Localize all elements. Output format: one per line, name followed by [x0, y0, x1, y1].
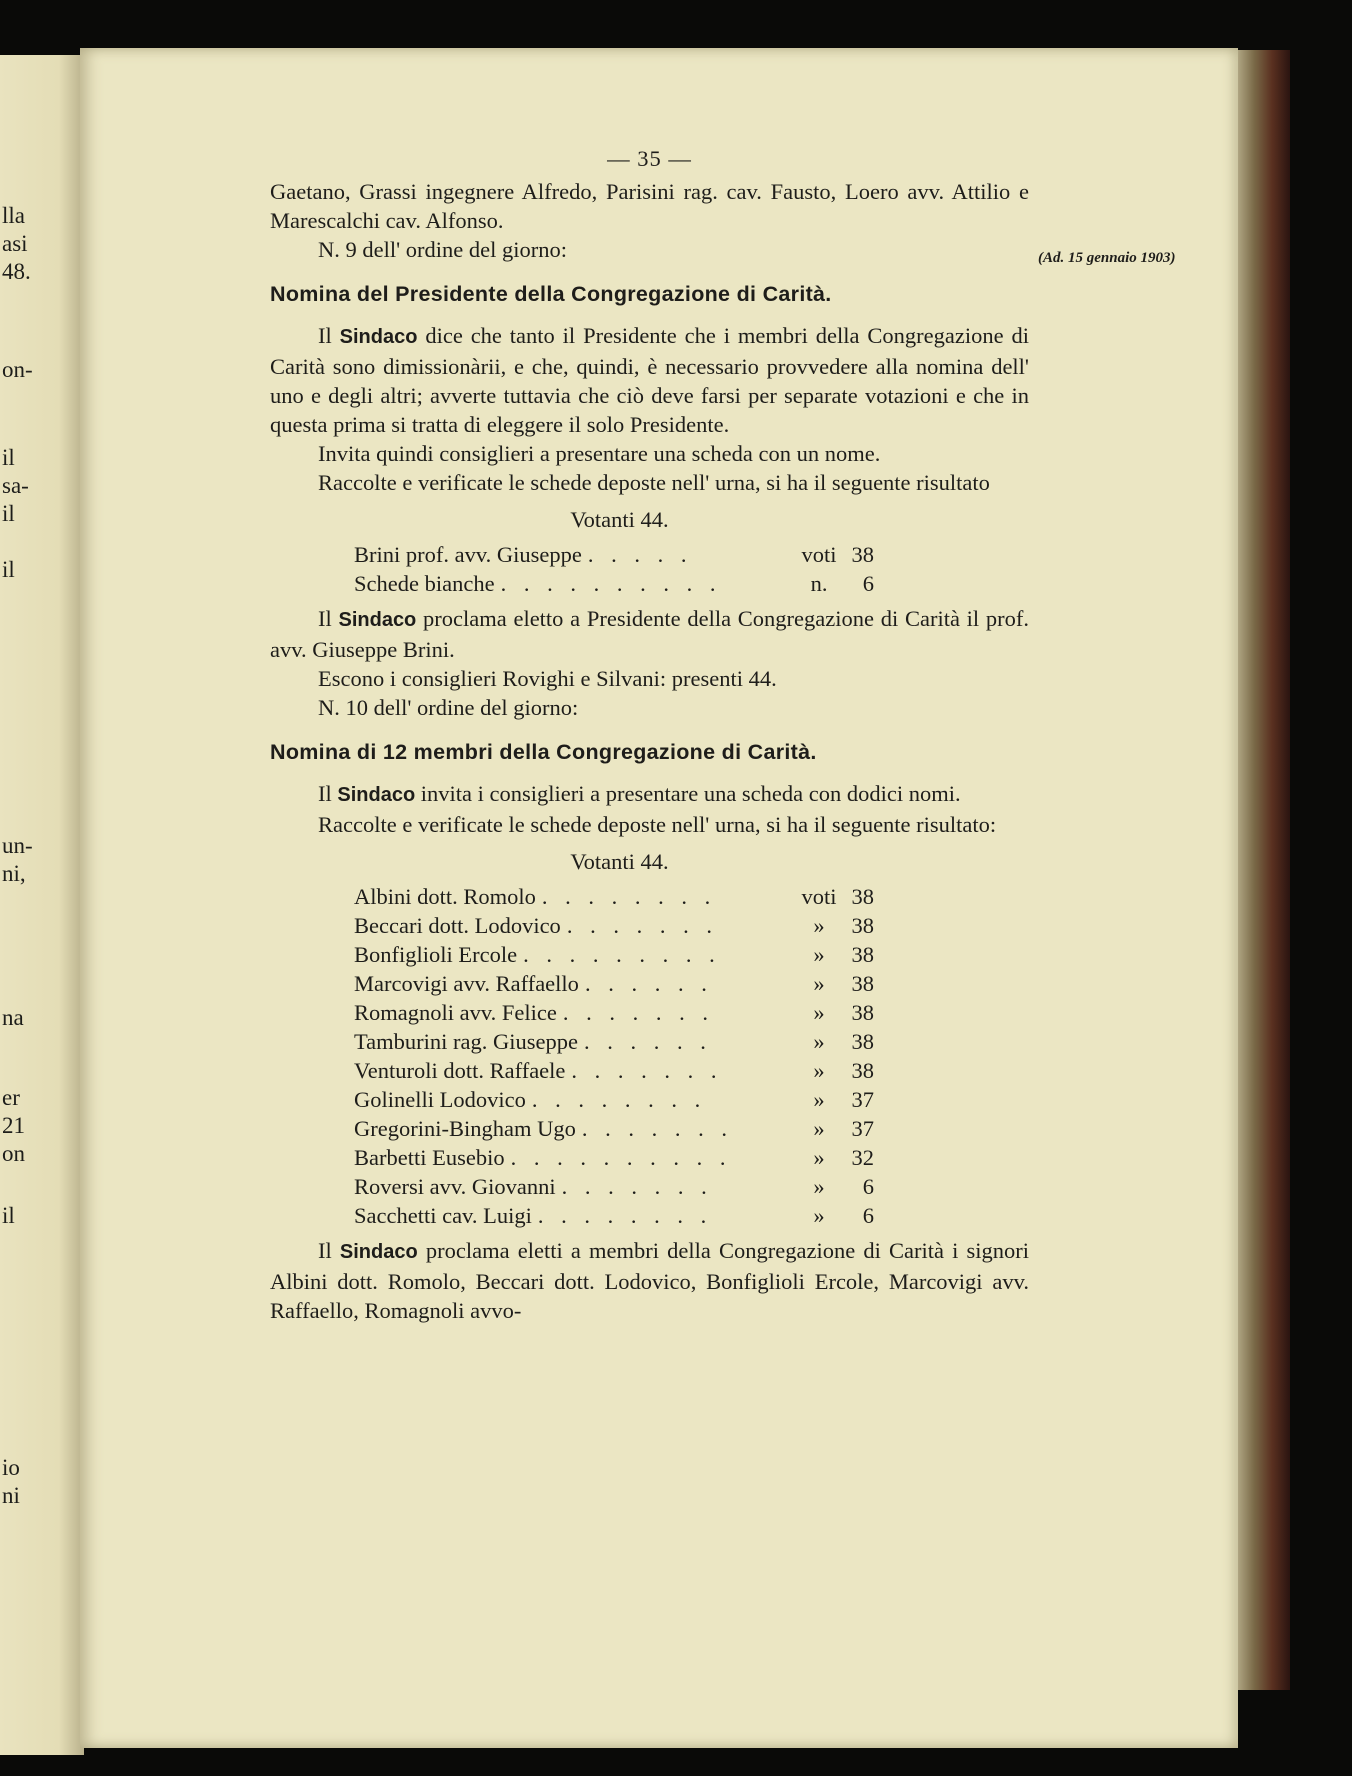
vote-row: [354, 969, 874, 998]
vote-unit: »: [813, 971, 825, 996]
vote-count: 38: [851, 1000, 874, 1025]
facing-page-fragment: il: [2, 1203, 15, 1228]
document-page: [80, 48, 1238, 1748]
vote-row: [354, 1143, 874, 1172]
sindaco-label: Sindaco: [338, 609, 417, 631]
vote-unit: »: [813, 1058, 825, 1083]
vote-unit: n.: [810, 571, 828, 596]
vote-count: 6: [862, 1203, 874, 1228]
votanti-count: Votanti 44.: [570, 849, 669, 874]
leader-dots: . . . . . . . .: [531, 1087, 707, 1112]
vote-count: 38: [851, 542, 874, 567]
vote-count: 37: [851, 1087, 874, 1112]
paragraph: Il Sindaco invita i consiglieri a presentare una scheda con dodici nomi.: [318, 781, 961, 806]
leader-dots: . . . . . . . . . .: [510, 1145, 732, 1170]
vote-count: 38: [851, 942, 874, 967]
vote-row: [354, 569, 874, 598]
facing-page-fragment: 48.: [2, 259, 31, 284]
paragraph: Il Sindaco proclama eletti a membri della Congregazione di Carità i signori Albini dott. Romolo, Beccari dott. Lodovico, Bonfiglioli Ercole, Marcovigi avv. Raffaello, Romagnoli avvo-: [270, 1238, 1030, 1323]
leader-dots: . . . . . . . . .: [523, 942, 721, 967]
order-item: N. 10 dell' ordine del giorno:: [318, 695, 579, 720]
sindaco-label: Sindaco: [339, 1241, 418, 1263]
vote-row: [354, 540, 874, 569]
sindaco-label: Sindaco: [339, 326, 418, 348]
facing-page-edge: [0, 55, 84, 1755]
facing-page-fragment: ni: [2, 1483, 20, 1508]
facing-page-fragment: io: [2, 1455, 20, 1480]
candidate-name: Schede bianche: [354, 571, 495, 596]
vote-row: [354, 911, 874, 940]
vote-row: [354, 882, 874, 911]
vote-row: [354, 1201, 874, 1230]
leader-dots: . . . . . . .: [561, 1174, 713, 1199]
margin-date-note: (Ad. 15 gennaio 1903): [1038, 250, 1176, 266]
vote-unit: »: [813, 1203, 825, 1228]
facing-page-fragment: asi: [2, 231, 28, 256]
vote-unit: »: [813, 1029, 825, 1054]
candidate-name: Bonfiglioli Ercole: [354, 942, 518, 967]
vote-unit: »: [813, 913, 825, 938]
leader-dots: . . . . . . . . . .: [500, 571, 722, 596]
facing-page-fragment: un-: [2, 833, 33, 858]
leader-dots: . . . . . . .: [562, 1000, 714, 1025]
vote-row: [354, 1085, 874, 1114]
vote-unit: voti: [801, 542, 837, 567]
candidate-name: Tamburini rag. Giuseppe: [354, 1029, 578, 1054]
vote-count: 38: [851, 971, 874, 996]
candidate-name: Roversi avv. Giovanni: [354, 1174, 556, 1199]
vote-row: [354, 1114, 874, 1143]
vote-row: [354, 940, 874, 969]
vote-unit: »: [813, 1145, 825, 1170]
vote-unit: »: [813, 942, 825, 967]
page-number: — 35 —: [607, 146, 692, 171]
vote-unit: voti: [801, 884, 837, 909]
facing-page-fragment: il: [2, 501, 15, 526]
vote-count: 37: [851, 1116, 874, 1141]
facing-page-fragment: er: [2, 1085, 20, 1110]
facing-page-fragment: on-: [2, 357, 33, 382]
vote-row: [354, 1027, 874, 1056]
vote-unit: »: [813, 1000, 825, 1025]
candidate-name: Barbetti Eusebio: [354, 1145, 505, 1170]
vote-row: [354, 1056, 874, 1085]
vote-unit: »: [813, 1116, 825, 1141]
candidate-name: Sacchetti cav. Luigi: [354, 1203, 532, 1228]
section-heading: Nomina di 12 membri della Congregazione di Carità.: [270, 740, 817, 764]
paragraph: Il Sindaco dice che tanto il Presidente che i membri della Congregazione di Carità sono dimissionàrii, e che, quindi, è necessario provvedere alla nomina dell' uno e degli altri; avverte tuttavia che ciò deve farsi per separate votazioni e che in questa prima si tratta di eleggere il solo Presidente.: [270, 323, 1030, 437]
paragraph: Escono i consiglieri Rovighi e Silvani: presenti 44.: [318, 666, 777, 691]
facing-page-fragment: ni,: [2, 861, 26, 886]
votanti-count: Votanti 44.: [570, 507, 669, 532]
leader-dots: . . . . . . .: [566, 913, 718, 938]
vote-count: 38: [851, 913, 874, 938]
vote-count: 6: [862, 571, 874, 596]
vote-results-table: [354, 882, 874, 1230]
vote-results-table: [354, 540, 874, 598]
leader-dots: . . . . . . .: [581, 1116, 733, 1141]
order-item: N. 9 dell' ordine del giorno:: [318, 237, 568, 262]
facing-page-fragment: lla: [2, 203, 25, 228]
vote-count: 38: [851, 1029, 874, 1054]
leader-dots: . . . . . . .: [571, 1058, 723, 1083]
paragraph: Raccolte e verificate le schede deposte nell' urna, si ha il seguente risultato: [318, 470, 990, 495]
leader-dots: . . . . . . . .: [537, 1203, 713, 1228]
candidate-name: Beccari dott. Lodovico: [354, 913, 561, 938]
vote-count: 6: [862, 1174, 874, 1199]
facing-page-fragment: 21: [2, 1113, 25, 1138]
vote-row: [354, 998, 874, 1027]
vote-count: 38: [851, 884, 874, 909]
book-binding-edge: [1230, 50, 1290, 1690]
intro-paragraph: Gaetano, Grassi ingegnere Alfredo, Parisini rag. cav. Fausto, Loero avv. Attilio e Marescalchi cav. Alfonso.: [270, 179, 1029, 233]
vote-unit: »: [813, 1174, 825, 1199]
leader-dots: . . . . . .: [584, 1029, 712, 1054]
leader-dots: . . . . . .: [584, 971, 713, 996]
facing-page-fragment: il: [2, 557, 15, 582]
vote-count: 38: [851, 1058, 874, 1083]
vote-count: 32: [851, 1145, 874, 1170]
candidate-name: Gregorini-Bingham Ugo: [354, 1116, 576, 1141]
facing-page-fragment: sa-: [2, 473, 29, 498]
leader-dots: . . . . . . . .: [541, 884, 717, 909]
paragraph: Raccolte e verificate le schede deposte nell' urna, si ha il seguente risultato:: [318, 812, 997, 837]
leader-dots: . . . . .: [587, 542, 693, 567]
vote-row: [354, 1172, 874, 1201]
candidate-name: Brini prof. avv. Giuseppe: [354, 542, 582, 567]
facing-page-fragment: na: [2, 1005, 24, 1030]
sindaco-label: Sindaco: [337, 784, 416, 806]
candidate-name: Albini dott. Romolo: [354, 884, 536, 909]
candidate-name: Marcovigi avv. Raffaello: [354, 971, 579, 996]
candidate-name: Golinelli Lodovico: [354, 1087, 526, 1112]
page-content: [270, 144, 1029, 1325]
paragraph: Il Sindaco proclama eletto a Presidente della Congregazione di Carità il prof. avv. Giuseppe Brini.: [270, 606, 1030, 662]
section-heading: Nomina del Presidente della Congregazione di Carità.: [270, 282, 832, 306]
facing-page-fragment: il: [2, 445, 15, 470]
vote-unit: »: [813, 1087, 825, 1112]
facing-page-fragment: on: [2, 1141, 25, 1166]
paragraph: Invita quindi consiglieri a presentare una scheda con un nome.: [318, 441, 881, 466]
candidate-name: Venturoli dott. Raffaele: [354, 1058, 566, 1083]
candidate-name: Romagnoli avv. Felice: [354, 1000, 557, 1025]
